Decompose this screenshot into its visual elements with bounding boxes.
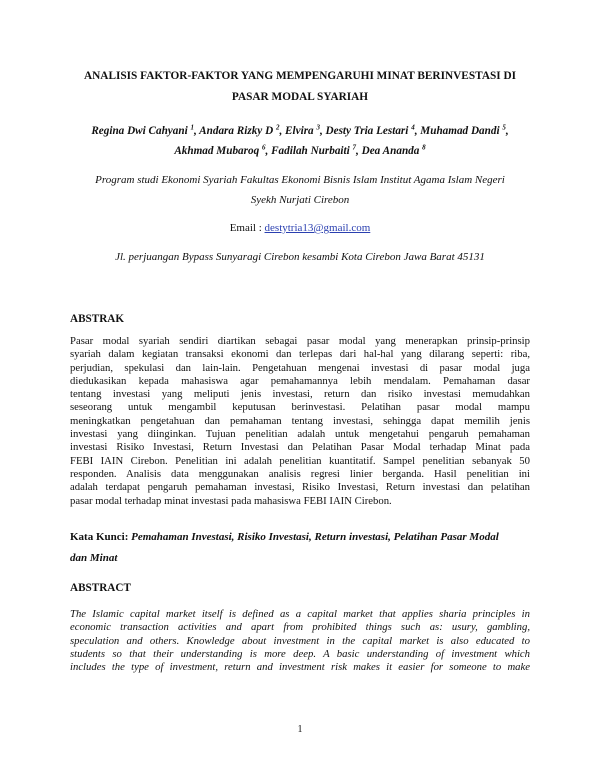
author-affiliation-mark: 3	[316, 123, 320, 132]
author-affiliation-mark: 2	[275, 123, 280, 132]
author-affiliation-mark: 5	[502, 123, 506, 132]
abstrak-line: perjudian, spekulasi dan lain-lain. Pengetahuan mengenai investasi di pasar modal juga	[70, 361, 530, 374]
abstrak-line: responden. Analisis data menggunakan analisis regresi linier berganda. Hasil penelitian ini	[70, 467, 530, 480]
abstrak-line: tentang investasi yang meliputi jenis investasi, return dan risiko investasi memudahkan	[70, 388, 530, 401]
keywords-text: Pemahaman Investasi, Risiko Investasi, Return investasi, Pelatihan Pasar Modal	[128, 531, 499, 543]
author-line-1: Regina Dwi Cahyani $^1$, Andara Rizky D $^2$, Elvira $^3$, Desty Tria Lestari $^4$, Muhamad Dandi $^5$,	[91, 123, 509, 137]
author-name: Dea Ananda	[361, 145, 420, 157]
keywords-label: Kata Kunci:	[70, 531, 129, 543]
affiliation-line-1: Program studi Ekonomi Syariah Fakultas Ekonomi Bisnis Islam Institut Agama Islam Negeri	[95, 174, 505, 186]
abstract-body	[70, 608, 530, 674]
paper-title-line-2: PASAR MODAL SYARIAH	[231, 91, 369, 103]
abstract-line: speculation and others. Knowledge about investment in the capital market is also educated to	[70, 634, 530, 647]
author-name: Regina Dwi Cahyani	[91, 125, 188, 137]
author-name: Desty Tria Lestari	[325, 125, 409, 137]
abstract-line: The Islamic capital market itself is defined as a capital market that applies sharia principles in	[70, 608, 530, 620]
author-name: Elvira	[285, 125, 314, 137]
affiliation	[60, 170, 540, 210]
email-link[interactable]: destytria13@gmail.com	[264, 222, 371, 234]
abstrak-line: seseorang untuk mengambil keputusan berinvestasi. Pelatihan pasar modal mampu	[70, 401, 530, 414]
page-number: 1	[297, 724, 303, 735]
postal-address: Jl. perjuangan Bypass Sunyaragi Cirebon kesambi Kota Cirebon Jawa Barat 45131	[115, 251, 485, 263]
affiliation-line-2: Syekh Nurjati Cirebon	[250, 194, 350, 206]
abstrak-line: FEBI IAIN Cirebon. Penelitian ini adalah penelitian kuantitatif. Sampel penelitian sebanyak 50	[70, 454, 530, 467]
abstrak-line: adalah terdapat pengaruh pemahaman investasi, Risiko Investasi, Return investasi dan pelatihan	[70, 481, 530, 494]
paper-title-line-1: ANALISIS FAKTOR-FAKTOR YANG MEMPENGARUHI MINAT BERINVESTASI DI	[83, 70, 517, 82]
abstrak-line: pasar modal terhadap minat investasi pada mahasiswa FEBI IAIN Cirebon.	[70, 494, 392, 507]
abstrak-line: syariah dalam kegiatan transaksi ekonomi dan terlepas dari hal-hal yang dilarang seperti: riba,	[70, 348, 530, 361]
email-label: Email :	[229, 222, 265, 234]
author-affiliation-mark: 7	[352, 143, 357, 152]
abstrak-line: investasi yang diinginkan. Tujuan penelitian adalah untuk mengetahui pengaruh pemahaman	[70, 428, 530, 441]
author-affiliation-mark: 4	[411, 123, 415, 132]
author-name: Andara Rizky D	[199, 125, 274, 137]
abstrak-heading: ABSTRAK	[70, 313, 125, 325]
keywords-line-1	[70, 527, 530, 548]
email-line	[60, 222, 540, 234]
abstract-line: includes the type of investment, return and investment risk makes it easier for someone to make	[70, 661, 530, 674]
author-affiliation-mark: 8	[422, 143, 426, 152]
author-name: Fadilah Nurbaiti	[271, 145, 350, 157]
paper-title	[60, 66, 540, 108]
abstract-line: economic transaction activities and apart from prohibited things such as: usury, gambling,	[70, 621, 530, 634]
author-list	[60, 121, 540, 161]
author-affiliation-mark: 1	[190, 123, 194, 132]
abstract-line: students so that their understanding is more deep. A basic understanding of investment which	[70, 647, 530, 660]
keywords-line-2: dan Minat	[70, 552, 118, 564]
author-line-2: Akhmad Mubaroq $^6$, Fadilah Nurbaiti $^7$, Dea Ananda $^8$	[174, 143, 426, 157]
abstrak-line: Pasar modal syariah sendiri diartikan sebagai pasar modal yang menerapkan prinsip-prinsip	[70, 335, 530, 347]
keywords	[70, 527, 530, 569]
abstrak-line: meningkatkan pengetahuan dan pemahaman tentang investasi, sehingga dapat memilih jenis	[70, 414, 530, 427]
abstrak-line: diedukasikan kepada mahasiswa agar pemahamannya lebih mendalam. Pemahaman dasar	[70, 374, 530, 387]
abstrak-body	[70, 335, 530, 508]
abstract-heading: ABSTRACT	[70, 582, 131, 594]
author-name: Muhamad Dandi	[420, 125, 500, 137]
author-affiliation-mark: 6	[262, 143, 266, 152]
author-name: Akhmad Mubaroq	[174, 145, 260, 157]
abstrak-line: investasi Risiko Investasi, Return Investasi dan Pelatihan Pasar Modal terhadap Minat pada	[70, 441, 530, 454]
